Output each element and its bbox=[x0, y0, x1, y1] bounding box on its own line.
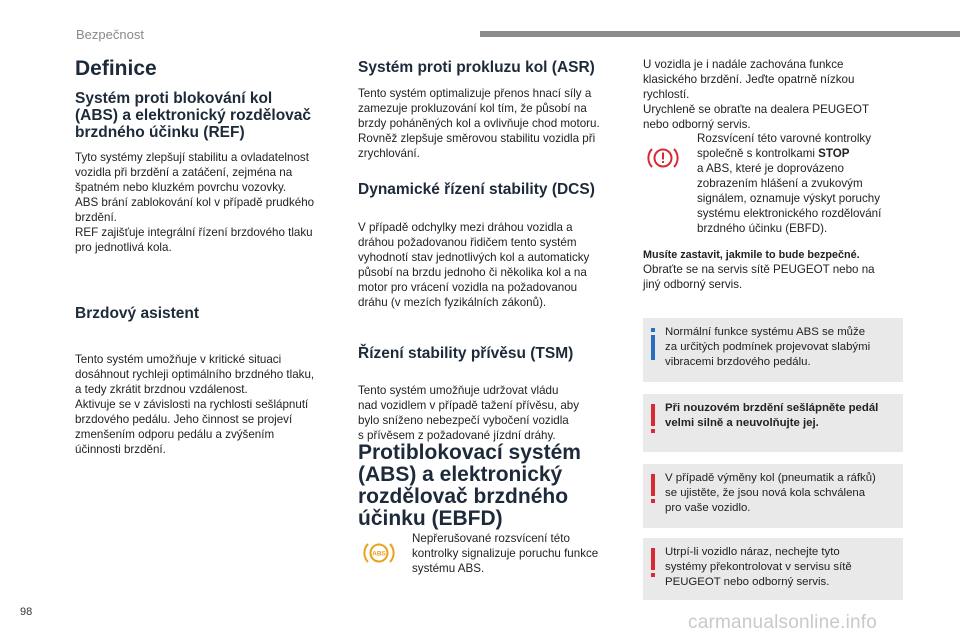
intro-text: U vozidla je i nadále zachována funkce klasického brzdění. Jeďte opatrně nízkou rychlostí. Urychleně se obraťte na dealera PEUGEOT nebo odborný servis. bbox=[643, 58, 870, 131]
assist-text: Tento systém umožňuje v kritické situaci dosáhnout rychleji optimálního brzdného tlaku, a tedy zkrátit brzdnou vzdálenost. Aktivuje se v závislosti na rychlosti sešlápnutí brzdového pedálu. Jeho činnost se projeví zmenšením odporu pedálu a zvýšením účinnosti brzdění. bbox=[75, 353, 315, 456]
stop-bold-text: Musíte zastavit, jakmile to bude bezpečné. bbox=[643, 249, 860, 261]
asr-heading: Systém proti prokluzu kol (ASR) bbox=[358, 59, 595, 76]
abs-text: Nepřerušované rozsvícení této kontrolky signalizuje poruchu funkce systému ABS. bbox=[412, 532, 599, 575]
dcs-text: V případě odchylky mezi dráhou vozidla a dráhou požadovanou řidičem tento systém vyhodnotí stav jednotlivých kol a automaticky působí na brzdu jednoho či několika kol a na motor pro vrácení vozidla na požadovanou dráhu (v mezích fyzikálních zákonů). bbox=[358, 221, 590, 309]
dcs-heading: Dynamické řízení stability (DCS) bbox=[358, 181, 595, 198]
note-text: V případě výměny kol (pneumatik a ráfků) se ujistěte, že jsou nová kola schválena pro vaše vozidlo. bbox=[665, 472, 876, 514]
asr-text: Tento systém optimalizuje přenos hnací síly a zamezuje prokluzování kol tím, že působí na brzdy poháněných kol a ovlivňuje chod motoru. Rovněž zlepšuje směrovou stabilitu vozidla při zrychlování. bbox=[358, 87, 600, 160]
warn-text-post: a ABS, které je doprovázeno zobrazením hlášení a zvukovým signálem, oznamuje výskyt poruchy systému elektronického rozdělování brzdného účinku (EBFD). bbox=[697, 162, 882, 235]
note-warning-emergency-braking bbox=[643, 394, 903, 452]
note-text: Utrpí-li vozidlo náraz, nechejte tyto systémy překontrolovat v servisu sítě PEUGEOT nebo odborný servis. bbox=[665, 546, 852, 588]
ref-text: Tyto systémy zlepšují stabilitu a ovladatelnost vozidla při brzdění a zatáčení, zejména na špatném nebo kluzkém povrchu vozovky. ABS brání zablokování kol v případě prudkého brzdění. REF zajišťuje integrální řízení brzdového tlaku pro jednotlivá kola. bbox=[75, 151, 315, 254]
tsm-heading: Řízení stability přívěsu (TSM) bbox=[358, 345, 574, 362]
note-info-abs-vibration bbox=[643, 318, 903, 382]
section-label: Bezpečnost bbox=[76, 27, 144, 42]
assist-heading: Brzdový asistent bbox=[75, 305, 200, 322]
warning-icon bbox=[651, 548, 655, 570]
warn-text-bold: STOP bbox=[818, 147, 850, 160]
warn-text bbox=[697, 131, 912, 236]
abs-warning-icon bbox=[362, 539, 396, 567]
watermark: carmanualsonline.info bbox=[688, 612, 878, 633]
warning-icon bbox=[651, 474, 655, 496]
info-icon bbox=[651, 335, 655, 360]
page-title: Definice bbox=[75, 57, 157, 80]
note-warning-wheel-change bbox=[643, 464, 903, 528]
warn-text-pre: Rozsvícení této varovné kontrolky společně s kontrolkami bbox=[697, 132, 871, 160]
abs-heading: Protiblokovací systém (ABS) a elektronický rozdělovač brzdného účinku (EBFD) bbox=[358, 441, 581, 530]
note-text: Normální funkce systému ABS se může za určitých podmínek projevovat slabými vibracemi brzdového pedálu. bbox=[665, 326, 871, 368]
stop-text: Obraťte se na servis sítě PEUGEOT nebo na jiný odborný servis. bbox=[643, 263, 875, 291]
tsm-text: Tento systém umožňuje udržovat vládu nad vozidlem v případě tažení přívěsu, aby bylo sníženo nebezpečí vybočení vozidla s přívěsem z požadované jízdní dráhy. bbox=[358, 384, 580, 442]
note-warning-collision bbox=[643, 538, 903, 600]
note-text: Při nouzovém brzdění sešlápněte pedál velmi silně a neuvolňujte jej. bbox=[665, 402, 879, 429]
header-rule bbox=[480, 31, 960, 37]
brake-warning-icon bbox=[646, 144, 680, 172]
warning-icon bbox=[651, 404, 655, 426]
svg-text:ABS: ABS bbox=[372, 550, 386, 558]
ref-heading: Systém proti blokování kol (ABS) a elektronický rozdělovač brzdného účinku (REF) bbox=[75, 90, 312, 141]
page-number: 98 bbox=[20, 606, 33, 618]
